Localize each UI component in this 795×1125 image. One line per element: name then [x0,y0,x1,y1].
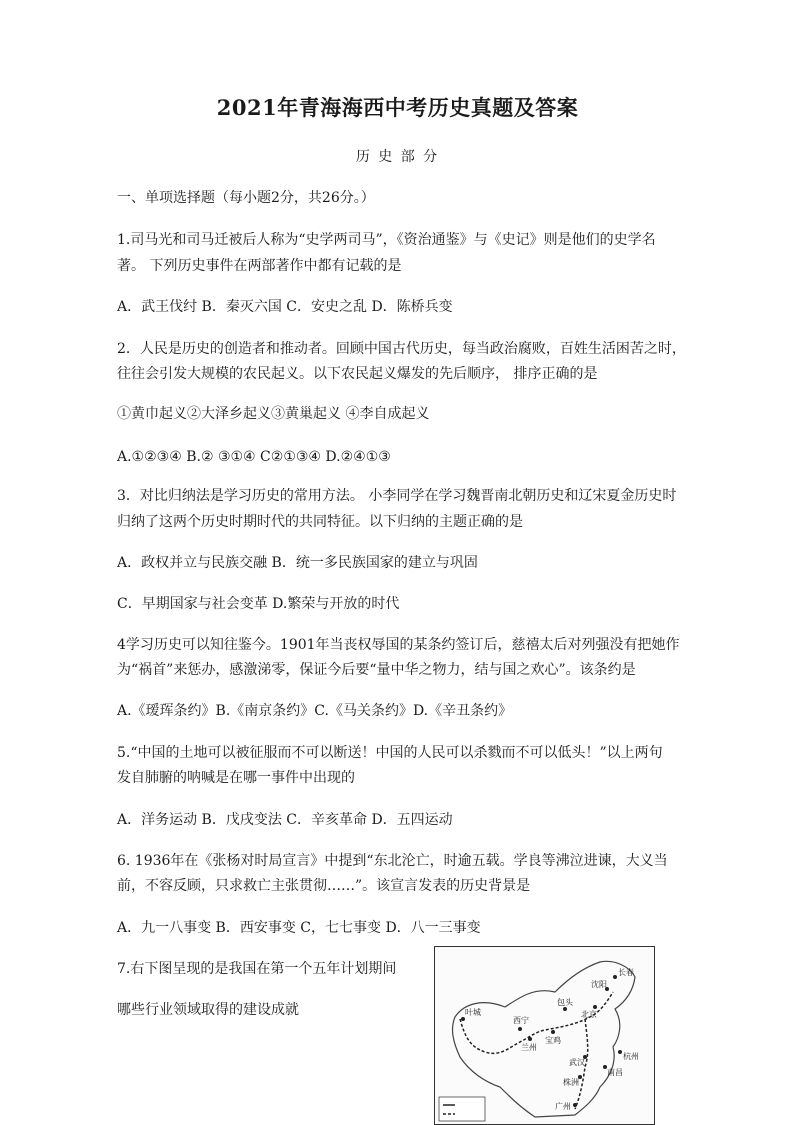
city-marker [613,975,617,979]
text-line: 1.司马光和司马迁被后人称为“史学两司马”，《资治通鉴》与《史记》则是他们的史学名 [117,232,656,248]
text-line: 往往会引发大规模的农民起义。以下农民起义爆发的先后顺序， 排序正确的是 [117,366,598,382]
text-line: 著。 下列历史事件在两部著作中都有记载的是 [117,258,402,274]
map-label: 沈阳 [591,980,607,989]
city-marker [528,1037,532,1041]
text-line: A.《瑷珲条约》B.《南京条约》C.《马关条约》D.《辛丑条约》 [117,703,513,719]
map-label: 广州 [555,1102,571,1111]
map-label: 西宁 [513,1016,529,1025]
china-map-figure [434,946,655,1125]
page-subtitle: 历 史 部 分 [355,149,440,165]
text-line: 7.右下图呈现的是我国在第一个五年计划期间 [117,961,397,977]
map-label: 长春 [618,968,634,977]
text-line: 为“祸首”来惩办，感激涕零，保证今后要“量中华之物力，结与国之欢心”。该条约是 [117,662,636,678]
text-line: 归纳了这两个历史时期时代的共同特征。以下归纳的主题正确的是 [117,514,523,530]
map-label: 武汉 [569,1058,585,1067]
map-label: 叶城 [465,1008,481,1017]
text-line: A.①②③④ B.② ③①④ C②①③④ D.②④①③ [117,449,391,465]
city-marker [461,1017,465,1021]
city-marker [563,1007,567,1011]
text-line: A．洋务运动 B．戊戌变法 C．辛亥革命 D．五四运动 [117,812,453,828]
text-line: A．政权并立与民族交融 B．统一多民族国家的建立与巩固 [117,555,478,571]
city-marker [551,1030,555,1034]
text-line: C．早期国家与社会变革 D.繁荣与开放的时代 [117,596,400,612]
map-label: 兰州 [521,1043,537,1052]
map-outline [453,961,635,1117]
city-marker [618,1050,622,1054]
city-marker [593,1005,597,1009]
legend-box [439,1097,485,1121]
map-label: 北京 [581,1010,597,1019]
map-label: 宝鸡 [545,1036,561,1045]
text-line: 2．人民是历史的创造者和推动者。回顾中国古代历史，每当政治腐败，百姓生活困苦之时， [117,341,686,357]
city-marker [518,1027,522,1031]
text-line: 5.“中国的土地可以被征服而不可以断送！中国的人民可以杀戮而不可以低头！”以上两句 [117,745,663,761]
map-label: 包头 [557,998,573,1007]
text-line: 4学习历史可以知往鉴今。1901年当丧权辱国的某条约签订后，慈禧太后对列强没有把她作 [117,637,680,653]
text-line: 3．对比归纳法是学习历史的常用方法。 小李同学在学习魏晋南北朝历史和辽宋夏金历史时 [117,488,677,504]
text-line: 发自肺腑的呐喊是在哪一事件中出现的 [117,770,355,786]
city-marker [573,1103,577,1107]
map-label: 株洲 [563,1078,579,1087]
section-heading: 一、单项选择题（每小题2分，共26分。） [117,190,375,206]
text-line: ①黄巾起义②大泽乡起义③黄巢起义 ④李自成起义 [117,406,430,422]
text-line: 哪些行业领域取得的建设成就 [117,1002,299,1018]
text-line: A．九一八事变 B．西安事变 C，七七事变 D．八一三事变 [117,920,481,936]
map-label: 杭州 [623,1052,639,1061]
text-line: A．武王伐纣 B．秦灭六国 C．安史之乱 D．陈桥兵变 [117,299,453,315]
map-drawing [435,947,654,1124]
page-title: 2021年青海海西中考历史真题及答案 [216,95,579,120]
text-line: 6. 1936年在《张杨对时局宣言》中提到“东北沦亡，时逾五载。学良等沸泣进谏，大义当 [117,853,668,869]
map-label: 南昌 [607,1068,623,1077]
text-line: 前，不容反顾，只求救亡主张贯彻……”。该宣言发表的历史背景是 [117,878,531,894]
